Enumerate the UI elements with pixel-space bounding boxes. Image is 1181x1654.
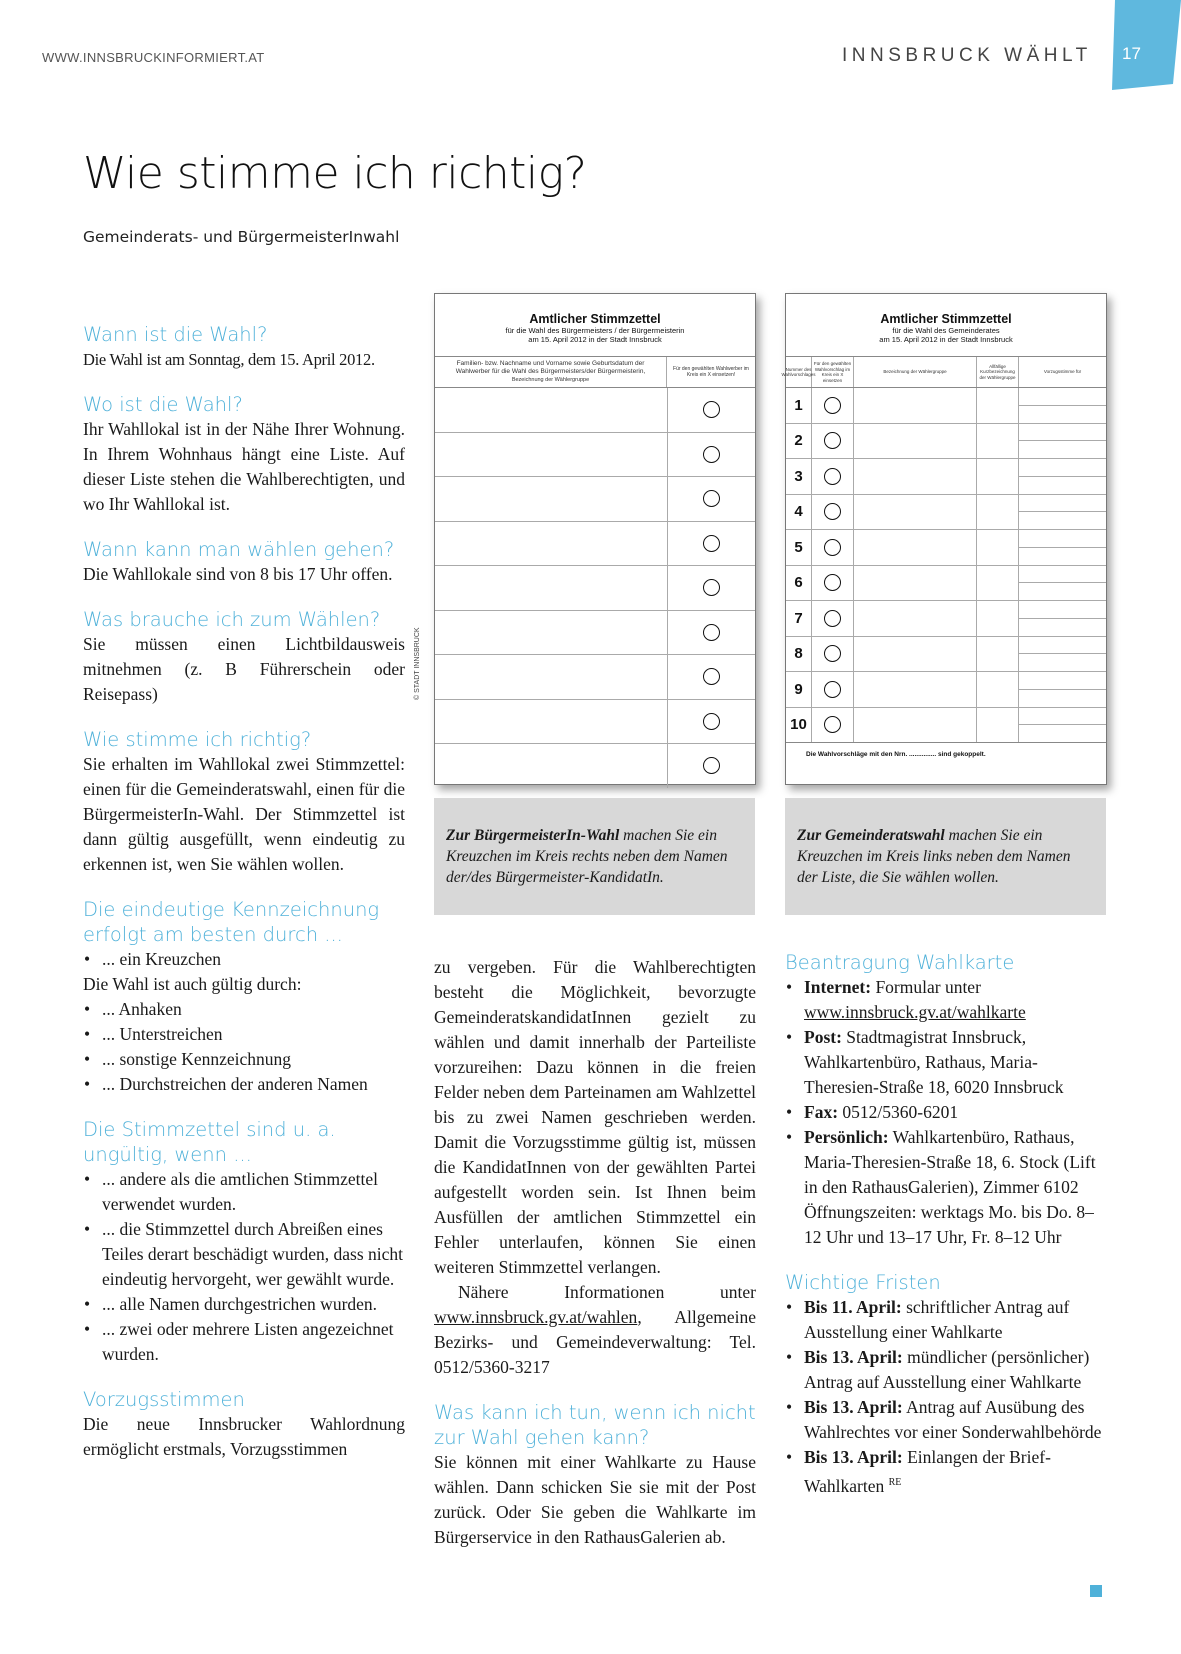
item-text: Antrag auf Ausübung des Wahlrechtes vor einer Sonderwahlbehörde [804, 1397, 1102, 1442]
list-number: 6 [786, 566, 812, 601]
mark-cell [812, 424, 854, 459]
ballot-date: am 15. April 2012 in der Stadt Innsbruck [879, 335, 1013, 344]
circle-icon [824, 432, 841, 449]
group-cell [854, 388, 977, 423]
circle-icon [824, 610, 841, 627]
list-number: 8 [786, 637, 812, 672]
circle-icon [824, 574, 841, 591]
list-item: • ... Unterstreichen [83, 1022, 405, 1047]
section-preference [83, 1387, 405, 1462]
list-number: 2 [786, 424, 812, 459]
mark-cell [812, 388, 854, 423]
list-item [785, 975, 1107, 1025]
caption-bold: Zur Gemeinderatswahl [797, 827, 945, 844]
preference-cell [1019, 566, 1106, 601]
mark-cell [812, 601, 854, 636]
list-item: • ... ein Kreuzchen [83, 947, 405, 972]
council-ballot-rows [786, 388, 1106, 742]
end-of-article-mark [1090, 1585, 1102, 1597]
circle-icon [824, 681, 841, 698]
ballot-col-number: Nummer des Wahlvorschlages [786, 357, 812, 387]
heading-invalid: Die Stimmzettel sind u. a. ungültig, wenn ... [83, 1118, 336, 1166]
ballot-row [786, 637, 1106, 673]
section-title: INNSBRUCK WÄHLT [842, 45, 1092, 66]
ballot-subtitle: für die Wahl des Gemeinderates [892, 326, 1000, 335]
short-cell [977, 601, 1019, 636]
site-url: WWW.INNSBRUCKINFORMIERT.AT [42, 50, 265, 65]
circle-icon [703, 490, 720, 507]
preference-cell [1019, 672, 1106, 707]
mark-cell [668, 611, 755, 655]
circle-icon [703, 535, 720, 552]
heading-how: Wie stimme ich richtig? [83, 728, 312, 751]
ballot-col-name: Familien- bzw. Nachname und Vorname sowie Geburtsdatum der Wahlwerber für die Wahl des Bürgermeisters/der Bürgermeisterin, [455, 360, 646, 375]
list-item: • ... zwei oder mehrere Listen angezeichnet wurden. [83, 1317, 405, 1367]
group-cell [854, 530, 977, 565]
short-cell [977, 566, 1019, 601]
item-text: Formular unter [871, 977, 981, 997]
mark-cell [812, 495, 854, 530]
short-cell [977, 672, 1019, 707]
list-item: • ... die Stimmzettel durch Abreißen eines Teiles derart beschädigt wurden, dass nicht eindeutig hervorgeht, wer gewählt wurde. [83, 1217, 405, 1292]
name-cell [435, 522, 668, 566]
item-text: 0512/5360-6201 [838, 1102, 959, 1122]
ballot-row [435, 522, 755, 567]
ballot-row [786, 530, 1106, 566]
body-where: Ihr Wahllokal ist in der Nähe Ihrer Wohnung. In Ihrem Wohnhaus hängt eine Liste. Auf dieser Liste stehen die Wahlberechtigten, und wo Ihr Wahllokal ist. [83, 419, 405, 514]
ballot-row [435, 433, 755, 478]
ballot-row [786, 459, 1106, 495]
list-number: 9 [786, 672, 812, 707]
list-number: 1 [786, 388, 812, 423]
mark-cell [668, 433, 755, 477]
info-prefix: Nähere Informationen unter [458, 1282, 756, 1302]
caption-bold: Zur BürgermeisterIn-Wahl [446, 827, 620, 844]
ballot-row [786, 601, 1106, 637]
mark-cell [668, 744, 755, 788]
short-cell [977, 388, 1019, 423]
mark-cell [668, 700, 755, 744]
circle-icon [703, 757, 720, 774]
preference-cell [1019, 530, 1106, 565]
heading-absent: Was kann ich tun, wenn ich nicht zur Wahl gehen kann? [434, 1401, 756, 1449]
ballot-row [786, 672, 1106, 708]
page-subtitle: Gemeinderats- und BürgermeisterInwahl [83, 228, 400, 246]
copyright-note: © STADT INNSBRUCK [414, 627, 421, 700]
also-valid-label: Die Wahl ist auch gültig durch: [83, 974, 302, 994]
ballot-col-name-small: Bezeichnung der Wählergruppe [511, 377, 590, 383]
short-cell [977, 530, 1019, 565]
section-when [83, 322, 405, 372]
body-absent: Sie können mit einer Wahlkarte zu Hause wählen. Dann schicken Sie sie mit der Post zurück. Oder Sie geben die Wahlkarte im Bürgerservice in den RathausGalerien ab. [434, 1452, 756, 1547]
name-cell [435, 566, 668, 610]
list-number: 4 [786, 495, 812, 530]
short-cell [977, 637, 1019, 672]
preference-cell [1019, 708, 1106, 743]
list-item [785, 1345, 1107, 1395]
list-item: • ... alle Namen durchgestrichen wurden. [83, 1292, 405, 1317]
circle-icon [824, 716, 841, 733]
item-label: Persönlich: [804, 1127, 889, 1147]
middle-column [434, 955, 756, 1550]
ballot-row [435, 655, 755, 700]
preference-cell [1019, 601, 1106, 636]
list-number: 7 [786, 601, 812, 636]
list-number: 5 [786, 530, 812, 565]
item-text: mündlicher (persönlicher) Antrag auf Ausstellung einer Wahlkarte [804, 1347, 1090, 1392]
wahlen-link[interactable]: www.innsbruck.gv.at/wahlen [434, 1307, 638, 1327]
heading-hours: Wann kann man wählen gehen? [83, 538, 395, 561]
short-cell [977, 424, 1019, 459]
mark-cell [812, 566, 854, 601]
ballot-row [786, 495, 1106, 531]
page-number: 17 [1122, 44, 1141, 63]
item-text: Wahlkartenbüro, Rathaus, Maria-Theresien-Straße 18, 6. Stock (Lift in den RathausGalerien), Zimmer 6102 [804, 1127, 1096, 1197]
short-cell [977, 708, 1019, 743]
heading-requirements: Was brauche ich zum Wählen? [83, 608, 381, 631]
section-where [83, 392, 405, 517]
circle-icon [703, 446, 720, 463]
caption-text: machen Sie ein Kreuzchen im Kreis rechts neben dem Namen der/des Bürgermeister-KandidatIn. [446, 827, 728, 886]
caption-text: machen Sie ein Kreuzchen im Kreis links neben dem Namen der Liste, die Sie wählen wollen. [797, 827, 1071, 886]
list-item [785, 1025, 1107, 1100]
heading-apply: Beantragung Wahlkarte [785, 951, 1015, 974]
heading-deadlines: Wichtige Fristen [785, 1271, 941, 1294]
mark-cell [812, 637, 854, 672]
name-cell [435, 700, 668, 744]
ballot-row [435, 477, 755, 522]
mayor-ballot-image [434, 293, 756, 785]
circle-icon [824, 539, 841, 556]
body-requirements: Sie müssen einen Lichtbildausweis mitnehmen (z. B Führerschein oder Reisepass) [83, 634, 405, 704]
list-item [785, 1445, 1107, 1499]
section-marking [83, 897, 405, 1097]
ballot-subtitle: für die Wahl des Bürgermeisters / der Bürgermeisterin [505, 326, 685, 335]
name-cell [435, 477, 668, 521]
circle-icon [703, 713, 720, 730]
page-tab-shape [1105, 0, 1181, 90]
mark-cell [668, 655, 755, 699]
heading-where: Wo ist die Wahl? [83, 393, 243, 416]
page-title: Wie stimme ich richtig? [83, 148, 587, 199]
ballot-col-short: Allfällige Kurzbezeichnung der Wählergruppe [977, 357, 1019, 387]
ballot-col-mark: Für den gewählten Wahlwerber im Kreis ein X einsetzen! [673, 366, 749, 378]
mayor-caption [434, 798, 755, 915]
ballot-row [786, 424, 1106, 460]
item-label: Post: [804, 1027, 842, 1047]
body-when: Die Wahl ist am Sonntag, dem 15. April 2012. [83, 350, 375, 369]
list-number: 3 [786, 459, 812, 494]
ballot-col-mark: Für den gewählten Wahlvorschlag im Kreis ein X einsetzen [812, 357, 854, 387]
list-item [785, 1295, 1107, 1345]
circle-icon [703, 579, 720, 596]
list-number: 10 [786, 708, 812, 743]
circle-icon [703, 668, 720, 685]
item-label: Bis 13. April: [804, 1397, 903, 1417]
section-how [83, 727, 405, 877]
body-how: Sie erhalten im Wahllokal zwei Stimmzettel: einen für die Gemeinderatswahl, einen für die BürgermeisterIn-Wahl. Der Stimmzettel ist dann gültig ausgefüllt, wenn eindeutig zu erkennen ist, wen Sie wählen wollen. [83, 754, 405, 874]
group-cell [854, 601, 977, 636]
list-item [785, 1100, 1107, 1125]
ballot-row [435, 611, 755, 656]
circle-icon [824, 503, 841, 520]
group-cell [854, 637, 977, 672]
section-invalid [83, 1117, 405, 1367]
item-label: Fax: [804, 1102, 839, 1122]
mayor-ballot-rows [435, 388, 755, 788]
preference-cell [1019, 388, 1106, 423]
heading-marking: Die eindeutige Kennzeichnung erfolgt am besten durch ... [83, 898, 380, 946]
ballot-date: am 15. April 2012 in der Stadt Innsbruck [528, 335, 662, 344]
ballot-col-preference: Vorzugsstimme für [1043, 369, 1082, 375]
ballot-row [435, 700, 755, 745]
ballot-col-group: Bezeichnung der Wählergruppe [854, 357, 977, 387]
list-item: • ... andere als die amtlichen Stimmzettel verwendet wurden. [83, 1167, 405, 1217]
section-requirements [83, 607, 405, 707]
mark-cell [812, 708, 854, 743]
council-caption [785, 798, 1106, 915]
preference-cell [1019, 459, 1106, 494]
group-cell [854, 459, 977, 494]
left-column [83, 322, 405, 1482]
mark-cell [812, 672, 854, 707]
name-cell [435, 388, 668, 432]
info-paragraph [434, 1280, 756, 1380]
group-cell [854, 566, 977, 601]
heading-when: Wann ist die Wahl? [83, 323, 268, 346]
heading-preference: Vorzugsstimmen [83, 1388, 245, 1411]
list-item: • ... Durchstreichen der anderen Namen [83, 1072, 405, 1097]
mark-cell [812, 530, 854, 565]
ballot-row [435, 388, 755, 433]
section-hours [83, 537, 405, 587]
ballot-footer: Die Wahlvorschläge mit den Nrn. ............... sind gekoppelt. [786, 742, 1106, 758]
body-preference: Die neue Innsbrucker Wahlordnung ermöglicht erstmals, Vorzugsstimmen [83, 1414, 405, 1459]
circle-icon [824, 468, 841, 485]
group-cell [854, 708, 977, 743]
list-item: • ... Anhaken [83, 997, 405, 1022]
list-item: • ... sonstige Kennzeichnung [83, 1047, 405, 1072]
ballot-row [786, 388, 1106, 424]
group-cell [854, 672, 977, 707]
mark-cell [668, 388, 755, 432]
name-cell [435, 655, 668, 699]
short-cell [977, 495, 1019, 530]
council-ballot-image [781, 293, 1107, 785]
ballot-row [435, 566, 755, 611]
wahlkarte-link[interactable]: www.innsbruck.gv.at/wahlkarte [804, 1002, 1026, 1022]
item-label: Internet: [804, 977, 872, 997]
name-cell [435, 744, 668, 788]
short-cell [977, 459, 1019, 494]
circle-icon [824, 397, 841, 414]
mark-cell [668, 566, 755, 610]
name-cell [435, 611, 668, 655]
circle-icon [824, 645, 841, 662]
info-suffix: , Allgemeine Bezirks- und Gemeindeverwaltung: Tel. 0512/5360-3217 [434, 1307, 756, 1377]
opening-hours: Öffnungszeiten: werktags Mo. bis Do. 8–12 Uhr und 13–17 Uhr, Fr. 8–12 Uhr [804, 1202, 1094, 1247]
ballot-row [435, 744, 755, 788]
circle-icon [703, 624, 720, 641]
ballot-row [786, 566, 1106, 602]
mark-cell [812, 459, 854, 494]
body-preference-cont: zu vergeben. Für die Wahlberechtigten besteht die Möglichkeit, bevorzugte GemeinderatskandidatInnen gezielt zu wählen und damit innerhalb der Parteiliste vorzureihen: Dazu können in die freien Felder neben dem Parteinamen am Wahlzettel bis zu zwei Namen geschrieben werden. Damit die Vorzugsstimme gültig ist, müssen die KandidatInnen von der gewählten Partei aufgestellt worden sein. Ist Ihnen beim Ausfüllen der amtlichen Stimmzettel ein Fehler unterlaufen, können Sie einen weiteren Stimmzettel verlangen. [434, 957, 756, 1277]
preference-cell [1019, 637, 1106, 672]
name-cell [435, 433, 668, 477]
group-cell [854, 495, 977, 530]
list-item [785, 1395, 1107, 1445]
circle-icon [703, 401, 720, 418]
mark-cell [668, 477, 755, 521]
item-label: Bis 11. April: [804, 1297, 902, 1317]
mark-cell [668, 522, 755, 566]
preference-cell [1019, 495, 1106, 530]
author-initials: RE [888, 1477, 902, 1488]
item-label: Bis 13. April: [804, 1347, 903, 1367]
ballot-title: Amtlicher Stimmzettel [880, 312, 1012, 326]
item-text: schriftlicher Antrag auf Ausstellung einer Wahlkarte [804, 1297, 1070, 1342]
ballot-title: Amtlicher Stimmzettel [529, 312, 661, 326]
preference-cell [1019, 424, 1106, 459]
item-label: Bis 13. April: [804, 1447, 903, 1467]
ballot-row [786, 708, 1106, 743]
item-text: Einlangen der Brief-Wahlkarten [804, 1447, 1051, 1496]
right-column [785, 950, 1107, 1499]
item-text: Stadtmagistrat Innsbruck, Wahlkartenbüro, Rathaus, Maria-Theresien-Straße 18, 6020 Innsbruck [804, 1027, 1064, 1097]
group-cell [854, 424, 977, 459]
body-hours: Die Wahllokale sind von 8 bis 17 Uhr offen. [83, 564, 393, 584]
list-item [785, 1125, 1107, 1200]
